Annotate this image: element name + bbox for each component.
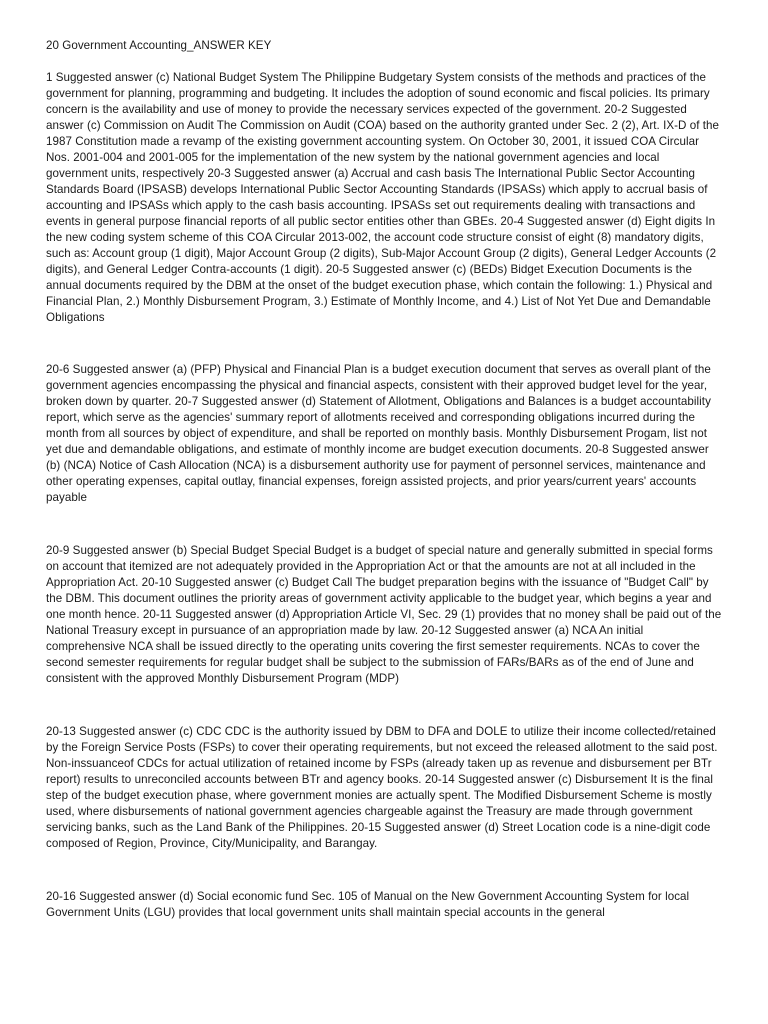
paragraph-gap (46, 326, 722, 362)
paragraph-gap (46, 852, 722, 889)
answer-paragraph: 20-13 Suggested answer (c) CDC CDC is the authority issued by DBM to DFA and DOLE to utilize their income collected/retained by the Foreign Service Posts (FSPs) to cover their operating requirements, but not exceed the released allotment to the said post. Non-inssuanceof CDCs for actual utilization of retained income by FSPs (already taken up as revenue and disbursement per BTr report) results to unreconciled accounts between BTr and agency books. 20-14 Suggested answer (c) Disbursement It is the final step of the budget execution phase, where government monies are actually spent. The Modified Disbursement Scheme is mostly used, where disbursements of national government agencies chargeable against the Treasury are made through government servicing banks, such as the Land Bank of the Philippines. 20-15 Suggested answer (d) Street Location code is a nine-digit code composed of Region, Province, City/Municipality, and Barangay. (46, 725, 718, 850)
document-page (46, 38, 722, 921)
answer-paragraph: 20-16 Suggested answer (d) Social economic fund Sec. 105 of Manual on the New Government Accounting System for local Government Units (LGU) provides that local government units shall maintain special accounts in the general (46, 890, 690, 919)
answer-paragraph: 20-9 Suggested answer (b) Special Budget Special Budget is a budget of special nature and generally submitted in special forms on account that itemized are not adequately provided in the Appropriation Act or that the amounts are not at all included in the Appropriation Act. 20-10 Suggested answer (c) Budget Call The budget preparation begins with the issuance of "Budget Call" by the DBM. This document outlines the priority areas of government activity applicable to the budget year, which begins a year and one month hence. 20-11 Suggested answer (d) Appropriation Article VI, Sec. 29 (1) provides that no money shall be paid out of the National Treasury except in pursuance of an appropriation made by law. 20-12 Suggested answer (a) NCA An initial comprehensive NCA shall be issued directly to the operating units covering the first semester requirements. NCAs to cover the second semester requirements for regular budget shall be subject to the submission of FARs/BARs as of the end of June and consistent with the approved Monthly Disbursement Program (MDP) (46, 544, 722, 685)
answer-paragraph: 20-6 Suggested answer (a) (PFP) Physical and Financial Plan is a budget execution document that serves as overall plant of the government agencies encompassing the physical and financial aspects, consistent with their approved budget level for the year, broken down by quarter. 20-7 Suggested answer (d) Statement of Allotment, Obligations and Balances is a budget accountability report, which serve as the agencies' summary report of allotments received and corresponding obligations incurred during the month from all sources by object of expenditure, and shall be reported on monthly basis. Monthly Disbursement Progam, list not yet due and demandable obligations, and estimate of monthly income are budget execution documents. 20-8 Suggested answer (b) (NCA) Notice of Cash Allocation (NCA) is a disbursement authority use for payment of personnel services, maintenance and other operating expenses, capital outlay, financial expenses, foreign assisted projects, and prior years/current years' accounts payable (46, 363, 711, 504)
paragraph-gap (46, 687, 722, 724)
answer-paragraph: 1 Suggested answer (c) National Budget System The Philippine Budgetary System consists of the methods and practices of the government for planning, programming and budgeting. It includes the adoption of sound economic and fiscal policies. Its primary concern is the availability and use of money to provide the necessary services expected of the government. 20-2 Suggested answer (c) Commission on Audit The Commission on Audit (COA) based on the authority granted under Sec. 2 (2), Art. IX-D of the 1987 Constitution made a revamp of the existing government accounting system. On October 30, 2001, it issued COA Circular Nos. 2001-004 and 2001-005 for the implementation of the new system by the national government agencies and local government units, respectively 20-3 Suggested answer (a) Accrual and cash basis The International Public Sector Accounting Standards Board (IPSASB) develops International Public Sector Accounting Standards (IPSASs) which apply to accrual basis of accounting and IPSASs which apply to the cash basis accounting. IPSASs set out requirements dealing with transactions and events in general purpose financial reports of all public sector entities other than GBEs. 20-4 Suggested answer (d) Eight digits In the new coding system scheme of this COA Circular 2013-002, the account code structure consist of eight (8) mandatory digits, such as: Account group (1 digit), Major Account Group (2 digits), Sub-Major Account Group (2 digits), General Ledger Accounts (2 digits), and General Ledger Contra-accounts (1 digit). 20-5 Suggested answer (c) (BEDs) Bidget Execution Documents is the annual documents required by the DBM at the onset of the budget execution phase, which contain the following: 1.) Physical and Financial Plan, 2.) Monthly Disbursement Program, 3.) Estimate of Monthly Income, and 4.) List of Not Yet Due and Demandable Obligations (46, 71, 720, 324)
paragraph-gap (46, 506, 722, 543)
document-title: 20 Government Accounting_ANSWER KEY (46, 39, 272, 52)
